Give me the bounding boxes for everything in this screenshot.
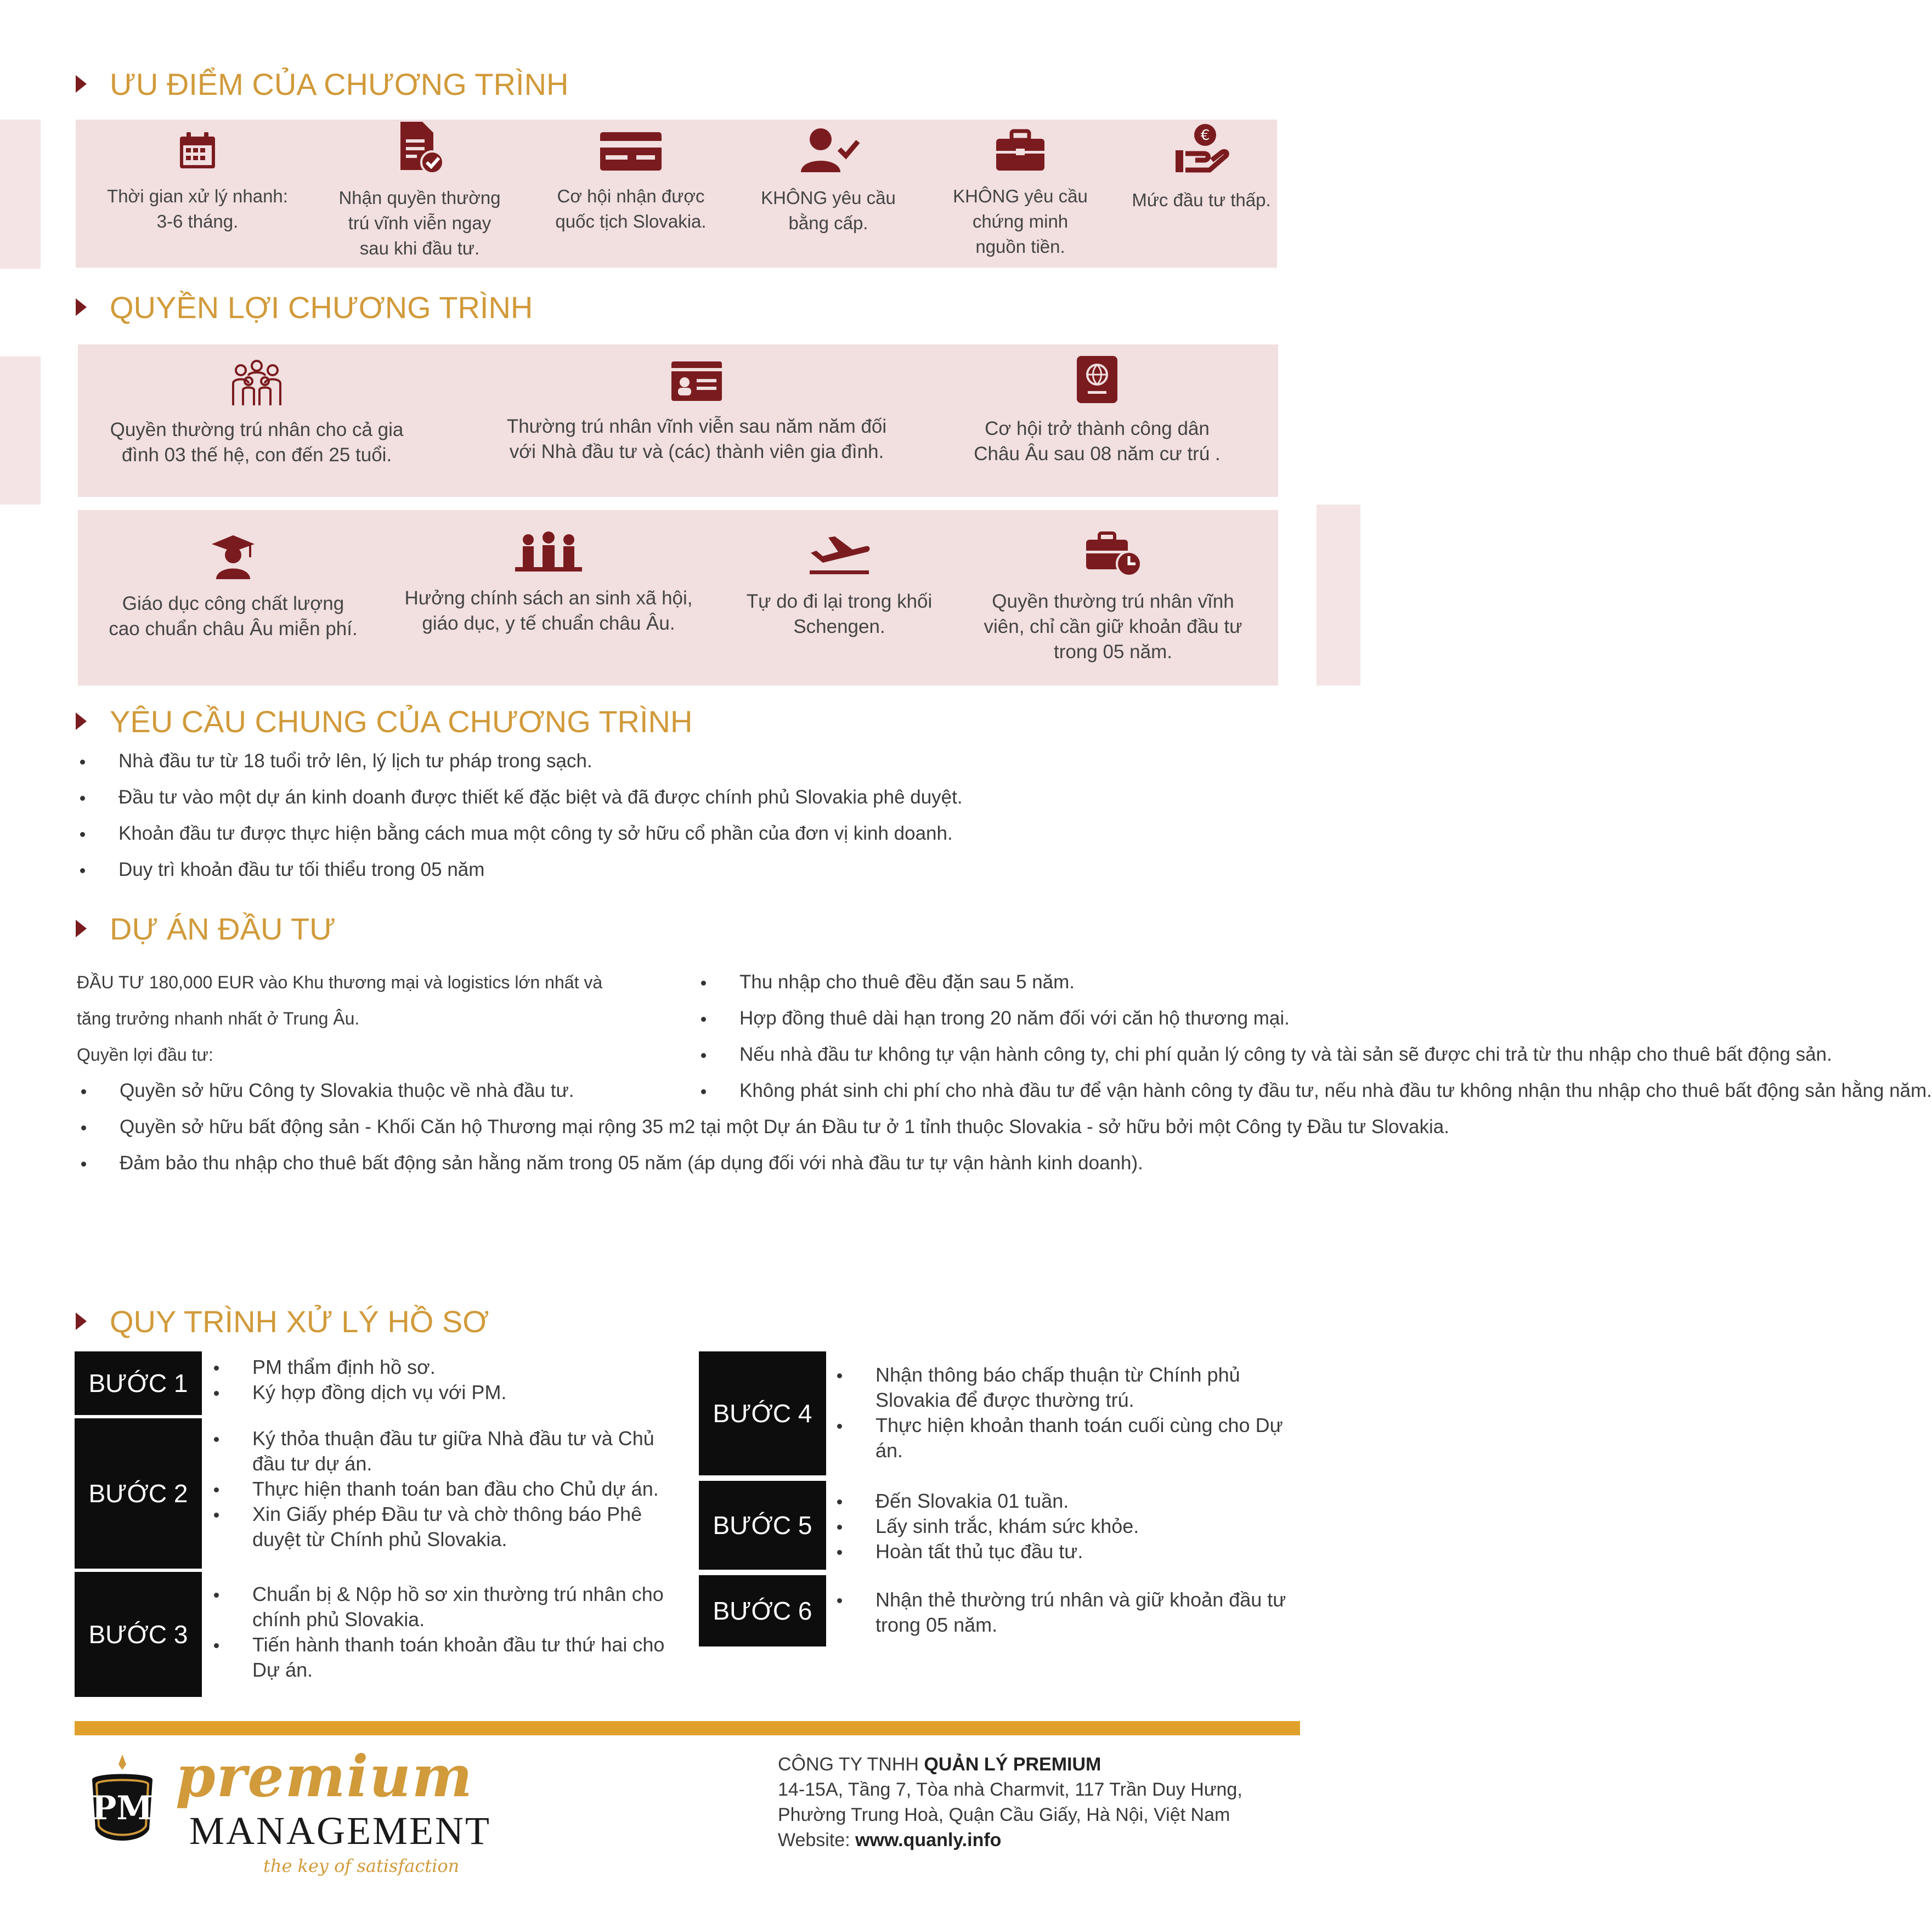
step-6-label: BƯỚC 6 bbox=[699, 1575, 826, 1646]
address-line: 14-15A, Tầng 7, Tòa nhà Charmvit, 117 Trần Duy Hưng, bbox=[778, 1779, 1242, 1800]
card-icon bbox=[598, 129, 664, 173]
family-icon bbox=[227, 359, 287, 406]
list-item: PM thẩm định hồ sơ. bbox=[208, 1355, 680, 1380]
list-item: Đến Slovakia 01 tuần. bbox=[832, 1489, 1287, 1514]
benefit-line: Quyền thường trú nhân vĩnh bbox=[992, 591, 1234, 612]
left-edge-tab-2 bbox=[0, 356, 41, 505]
benefit-line: Châu Âu sau 08 năm cư trú . bbox=[974, 443, 1221, 465]
advantage-line: Cơ hội nhận được bbox=[557, 186, 705, 206]
list-item: Thực hiện khoản thanh toán cuối cùng cho Dự án. bbox=[832, 1413, 1287, 1463]
svg-text:€: € bbox=[1200, 127, 1210, 144]
list-item: Nhận thông báo chấp thuận từ Chính phủ Slovakia để được thường trú. bbox=[832, 1362, 1287, 1413]
id-card-icon bbox=[669, 359, 724, 403]
benefit-line: giáo dục, y tế chuẩn châu Âu. bbox=[422, 613, 675, 634]
euro-hand-icon bbox=[1171, 122, 1231, 177]
benefit-line: Quyền thường trú nhân cho cả gia bbox=[110, 419, 404, 440]
briefcase-clock-icon bbox=[1083, 531, 1143, 578]
graduate-icon bbox=[208, 531, 258, 580]
section-heading-advantages bbox=[76, 65, 568, 103]
list-item: Nhận thẻ thường trú nhân và giữ khoản đầu tư trong 05 năm. bbox=[832, 1587, 1287, 1638]
benefit-line: Tự do đi lại trong khối bbox=[746, 591, 933, 612]
company-prefix: CÔNG TY TNHH bbox=[778, 1754, 924, 1775]
website-link[interactable]: www.quanly.info bbox=[855, 1830, 1002, 1851]
list-item: Đảm bảo thu nhập cho thuê bất động sản hằng năm trong 05 năm (áp dụng đối với nhà đầu tư tự vận hành kinh doanh). bbox=[77, 1145, 669, 1181]
list-item: Quyền sở hữu bất động sản - Khối Căn hộ Thương mại rộng 35 m2 tại một Dự án Đầu tư ở 1 tỉnh thuộc Slovakia - sở hữu bởi một Công ty Đầu tư Slovakia. bbox=[77, 1109, 669, 1145]
advantage-item bbox=[735, 125, 922, 236]
benefit-item bbox=[92, 359, 421, 468]
left-edge-tab-1 bbox=[0, 120, 41, 269]
list-item: Ký thỏa thuận đầu tư giữa Nhà đầu tư và Chủ đầu tư dự án. bbox=[208, 1426, 680, 1476]
list-item: Hợp đồng thuê dài hạn trong 20 năm đối với căn hộ thương mại. bbox=[697, 1000, 1267, 1037]
step-5-label: BƯỚC 5 bbox=[699, 1481, 826, 1570]
logo-word-premium: premium bbox=[176, 1742, 473, 1810]
list-item: Quyền sở hữu Công ty Slovakia thuộc về nhà đầu tư. bbox=[77, 1073, 669, 1109]
advantage-line: bằng cấp. bbox=[788, 213, 868, 233]
step-2-label: BƯỚC 2 bbox=[75, 1418, 202, 1569]
section-title: YÊU CẦU CHUNG CỦA CHƯƠNG TRÌNH bbox=[110, 704, 693, 739]
benefit-line: Schengen. bbox=[793, 616, 885, 637]
advantage-line: sau khi đầu tư. bbox=[359, 238, 480, 258]
benefit-line: Cơ hội trở thành công dân bbox=[985, 418, 1210, 439]
document-check-icon bbox=[389, 120, 450, 174]
benefit-item bbox=[968, 531, 1258, 665]
passport-icon bbox=[1074, 354, 1121, 405]
step-1-label: BƯỚC 1 bbox=[75, 1351, 202, 1415]
list-item: Thực hiện thanh toán ban đầu cho Chủ dự án. bbox=[208, 1476, 680, 1502]
benefit-line: Thường trú nhân vĩnh viễn sau năm năm đối bbox=[506, 416, 887, 437]
advantage-line: KHÔNG yêu cầu bbox=[761, 188, 896, 208]
benefit-line: viên, chỉ cần giữ khoản đầu tư bbox=[984, 616, 1242, 637]
benefit-item bbox=[965, 354, 1229, 467]
benefit-item bbox=[472, 359, 922, 465]
step-3-items bbox=[208, 1582, 680, 1683]
footer-divider bbox=[75, 1721, 1300, 1735]
advantage-line: Mức đầu tư thấp. bbox=[1132, 190, 1271, 210]
briefcase-icon bbox=[993, 129, 1048, 173]
website-line bbox=[778, 1827, 1242, 1853]
project-intro-line: ĐẦU TƯ 180,000 EUR vào Khu thương mại và logistics lớn nhất và bbox=[77, 972, 603, 992]
step-4-items bbox=[832, 1362, 1287, 1463]
company-address bbox=[778, 1752, 1242, 1853]
section-title: ƯU ĐIỂM CỦA CHƯƠNG TRÌNH bbox=[110, 66, 569, 101]
section-heading-process bbox=[76, 1302, 489, 1340]
advantage-line: nguồn tiền. bbox=[975, 236, 1065, 257]
triangle-bullet-icon bbox=[76, 298, 87, 316]
triangle-bullet-icon bbox=[76, 712, 87, 730]
company-name: QUẢN LÝ PREMIUM bbox=[924, 1754, 1101, 1775]
section-title: DỰ ÁN ĐẦU TƯ bbox=[110, 911, 336, 946]
triangle-bullet-icon bbox=[76, 75, 87, 93]
list-item: Xin Giấy phép Đầu tư và chờ thông báo Phê duyệt từ Chính phủ Slovakia. bbox=[208, 1502, 680, 1552]
project-intro-line: tăng trưởng nhanh nhất ở Trung Âu. bbox=[77, 1009, 360, 1028]
user-check-icon bbox=[795, 125, 861, 174]
project-intro bbox=[77, 964, 691, 1073]
list-item: Nếu nhà đầu tư không tự vận hành công ty, chi phí quản lý công ty và tài sản sẽ được chi trả từ thu nhập cho thuê bất động sản. bbox=[697, 1037, 1267, 1073]
section-title: QUYỀN LỢI CHƯƠNG TRÌNH bbox=[110, 290, 533, 325]
list-item: Duy trì khoản đầu tư tối thiểu trong 05 năm bbox=[76, 852, 1283, 888]
advantage-item bbox=[324, 120, 516, 261]
list-item: Khoản đầu tư được thực hiện bằng cách mua một công ty sở hữu cổ phần của đơn vị kinh doanh. bbox=[76, 816, 1283, 852]
list-item: Lấy sinh trắc, khám sức khỏe. bbox=[832, 1514, 1287, 1539]
list-item: Ký hợp đồng dịch vụ với PM. bbox=[208, 1380, 680, 1405]
step-5-items bbox=[832, 1489, 1287, 1564]
step-2-items bbox=[208, 1426, 680, 1552]
advantage-line: chứng minh bbox=[972, 211, 1069, 231]
section-heading-requirements bbox=[76, 702, 692, 740]
pm-shield-icon bbox=[81, 1752, 163, 1851]
section-heading-project bbox=[76, 909, 336, 948]
list-item: Hoàn tất thủ tục đầu tư. bbox=[832, 1539, 1287, 1564]
company-logo bbox=[77, 1742, 505, 1878]
list-item: Đầu tư vào một dự án kinh doanh được thiết kế đặc biệt và đã được chính phủ Slovakia phê duyệt. bbox=[76, 779, 1283, 816]
logo-tagline: the key of satisfaction bbox=[263, 1855, 460, 1876]
advantage-item bbox=[927, 129, 1114, 259]
project-benefit-label: Quyền lợi đầu tư: bbox=[77, 1045, 213, 1065]
right-edge-tab bbox=[1317, 505, 1360, 686]
project-right-list bbox=[697, 964, 1932, 1109]
advantage-line: KHÔNG yêu cầu bbox=[953, 186, 1088, 206]
benefit-line: Hưởng chính sách an sinh xã hội, bbox=[404, 587, 693, 609]
benefit-line: Giáo dục công chất lượng bbox=[122, 593, 344, 614]
benefit-line: với Nhà đầu tư và (các) thành viên gia đình. bbox=[509, 441, 884, 462]
company-line bbox=[778, 1752, 1242, 1777]
triangle-bullet-icon bbox=[76, 1312, 87, 1330]
list-item: Không phát sinh chi phí cho nhà đầu tư để vận hành công ty đầu tư, nếu nhà đầu tư không nhận thu nhập cho thuê bất động sản hằng năm. bbox=[697, 1073, 1267, 1109]
requirements-list bbox=[76, 743, 1283, 888]
advantage-line: quốc tịch Slovakia. bbox=[555, 211, 707, 231]
benefit-line: trong 05 năm. bbox=[1054, 641, 1172, 663]
calendar-icon bbox=[176, 129, 219, 173]
address-line: Phường Trung Hoà, Quận Cầu Giấy, Hà Nội, Việt Nam bbox=[778, 1804, 1230, 1825]
benefit-item bbox=[730, 531, 949, 640]
advantage-line: Thời gian xử lý nhanh: bbox=[107, 186, 288, 206]
list-item: Nhà đầu tư từ 18 tuổi trở lên, lý lịch tư pháp trong sạch. bbox=[76, 743, 1283, 779]
advantage-line: trú vĩnh viễn ngay bbox=[348, 213, 492, 233]
benefit-item bbox=[395, 531, 702, 636]
airplane-icon bbox=[806, 531, 872, 578]
triangle-bullet-icon bbox=[76, 920, 87, 937]
benefit-item bbox=[99, 531, 368, 642]
advantage-item bbox=[527, 129, 735, 234]
list-item: Tiến hành thanh toán khoản đầu tư thứ hai cho Dự án. bbox=[208, 1632, 680, 1683]
benefit-line: đình 03 thế hệ, con đến 25 tuổi. bbox=[121, 444, 392, 466]
step-4-label: BƯỚC 4 bbox=[699, 1351, 826, 1475]
website-label: Website: bbox=[778, 1830, 856, 1851]
logo-word-management: MANAGEMENT bbox=[189, 1809, 491, 1853]
benefit-line: cao chuẩn châu Âu miễn phí. bbox=[109, 618, 358, 640]
section-title: QUY TRÌNH XỬ LÝ HỒ SƠ bbox=[110, 1304, 489, 1339]
advantage-item bbox=[1119, 122, 1284, 213]
section-heading-benefits bbox=[76, 288, 533, 326]
people-icon bbox=[513, 531, 584, 575]
step-1-items bbox=[208, 1355, 680, 1405]
advantage-line: Nhận quyền thường bbox=[338, 188, 501, 208]
advantage-item bbox=[82, 129, 313, 234]
list-item: Chuẩn bị & Nộp hồ sơ xin thường trú nhân cho chính phủ Slovakia. bbox=[208, 1582, 680, 1632]
logo-mark: PM bbox=[92, 1789, 153, 1827]
step-3-label: BƯỚC 3 bbox=[75, 1572, 202, 1697]
advantage-line: 3-6 tháng. bbox=[156, 211, 239, 231]
step-6-items bbox=[832, 1587, 1287, 1638]
list-item: Thu nhập cho thuê đều đặn sau 5 năm. bbox=[697, 964, 1267, 1000]
